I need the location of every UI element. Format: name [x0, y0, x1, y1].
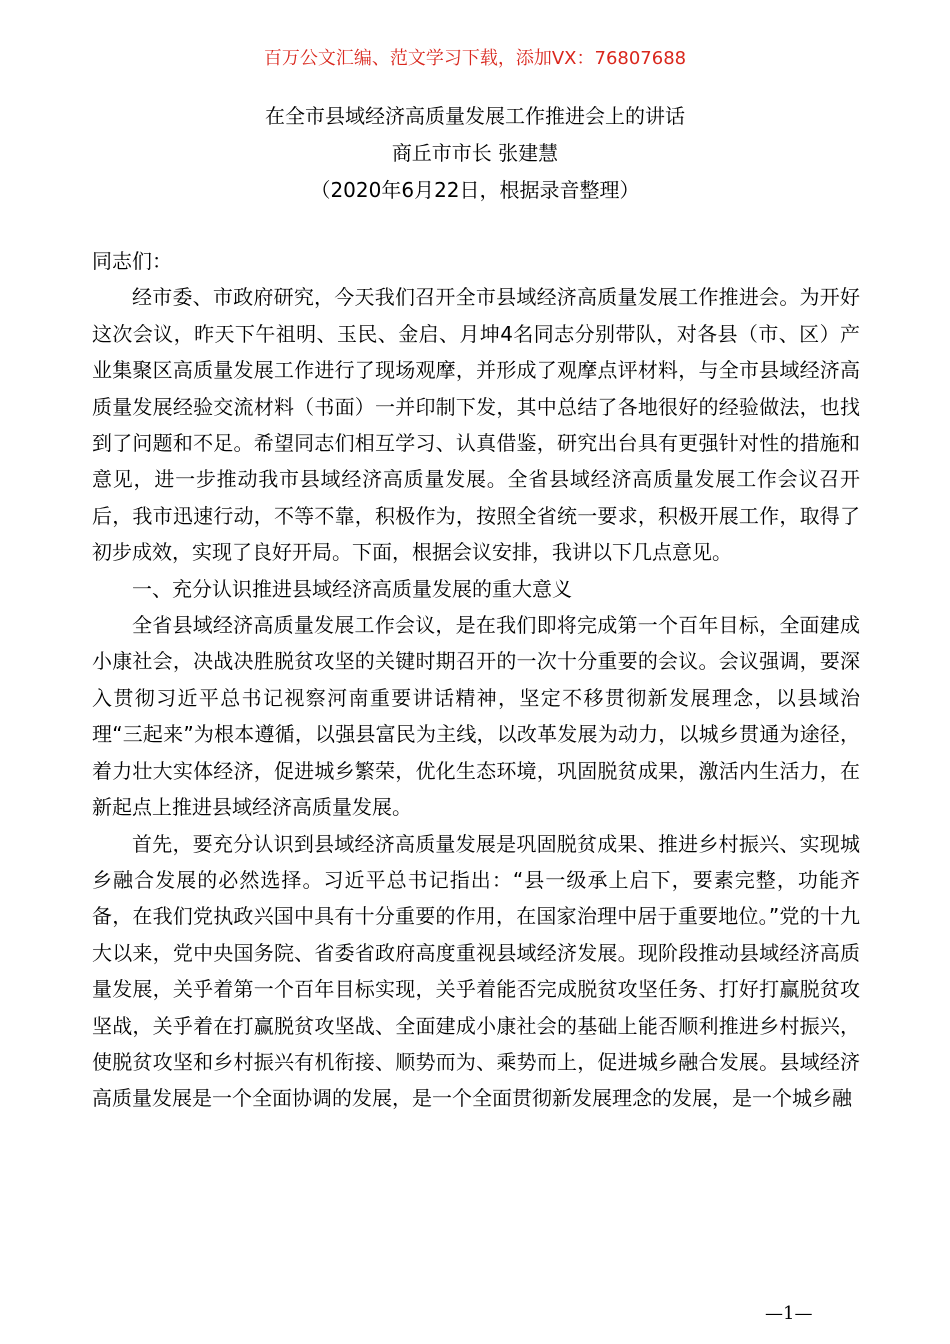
salutation: 同志们：: [92, 249, 172, 273]
paragraph-first-point: 首先，要充分认识到县域经济高质量发展是巩固脱贫成果、推进乡村振兴、实现城乡融合发展的必然选择。习近平总书记指出：“县一级承上启下，要素完整，功能齐备，在我们党执政兴国中具有十分重要的作用，在国家治理中居于重要地位。”党的十九大以来，党中央国务院、省委省政府高度重视县域经济发展。现阶段推动县域经济高质量发展，关乎着第一个百年目标实现，关乎着能否完成脱贫攻坚任务、打好打赢脱贫攻坚战，关乎着在打赢脱贫攻坚战、全面建成小康社会的基础上能否顺利推进乡村振兴，使脱贫攻坚和乡村振兴有机衔接、顺势而为、乘势而上，促进城乡融合发展。县域经济高质量发展是一个全面协调的发展，是一个全面贯彻新发展理念的发展，是一个城乡融: [92, 831, 860, 1111]
paragraph-intro: 经市委、市政府研究，今天我们召开全市县域经济高质量发展工作推进会。为开好这次会议，昨天下午祖明、玉民、金启、月坤4名同志分别带队，对各县（市、区）产业集聚区高质量发展工作进行了现场观摩，并形成了观摩点评材料，与全市县域经济高质量发展经验交流材料（书面）一并印制下发，其中总结了各地很好的经验做法，也找到了问题和不足。希望同志们相互学习、认真借鉴，研究出台具有更强针对性的措施和意见，进一步推动我市县域经济高质量发展。全省县域经济高质量发展工作会议召开后，我市迅速行动，不等不靠，积极作为，按照全省统一要求，积极开展工作，取得了初步成效，实现了良好开局。下面，根据会议安排，我讲以下几点意见。: [92, 285, 860, 565]
speech-title: 在全市县域经济高质量发展工作推进会上的讲话: [265, 104, 685, 128]
speech-author: 商丘市市长 张建慧: [391, 141, 559, 165]
header-banner: 百万公文汇编、范文学习下载，添加VX：76807688: [263, 48, 687, 69]
section-heading-1: 一、充分认识推进县域经济高质量发展的重大意义: [132, 576, 572, 601]
document-body: [92, 243, 860, 1117]
paragraph-significance: 全省县域经济高质量发展工作会议，是在我们即将完成第一个百年目标，全面建成小康社会，决战决胜脱贫攻坚的关键时期召开的一次十分重要的会议。会议强调，要深入贯彻习近平总书记视察河南重要讲话精神，坚定不移贯彻新发展理念，以县域治理“三起来”为根本遵循，以强县富民为主线，以改革发展为动力，以城乡贯通为途径，着力壮大实体经济，促进城乡繁荣，优化生态环境，巩固脱贫成果，激活内生活力，在新起点上推进县域经济高质量发展。: [92, 613, 860, 820]
speech-date: （2020年6月22日，根据录音整理）: [310, 178, 640, 202]
page-number: —1—: [765, 1303, 813, 1324]
title-block: [0, 98, 950, 209]
